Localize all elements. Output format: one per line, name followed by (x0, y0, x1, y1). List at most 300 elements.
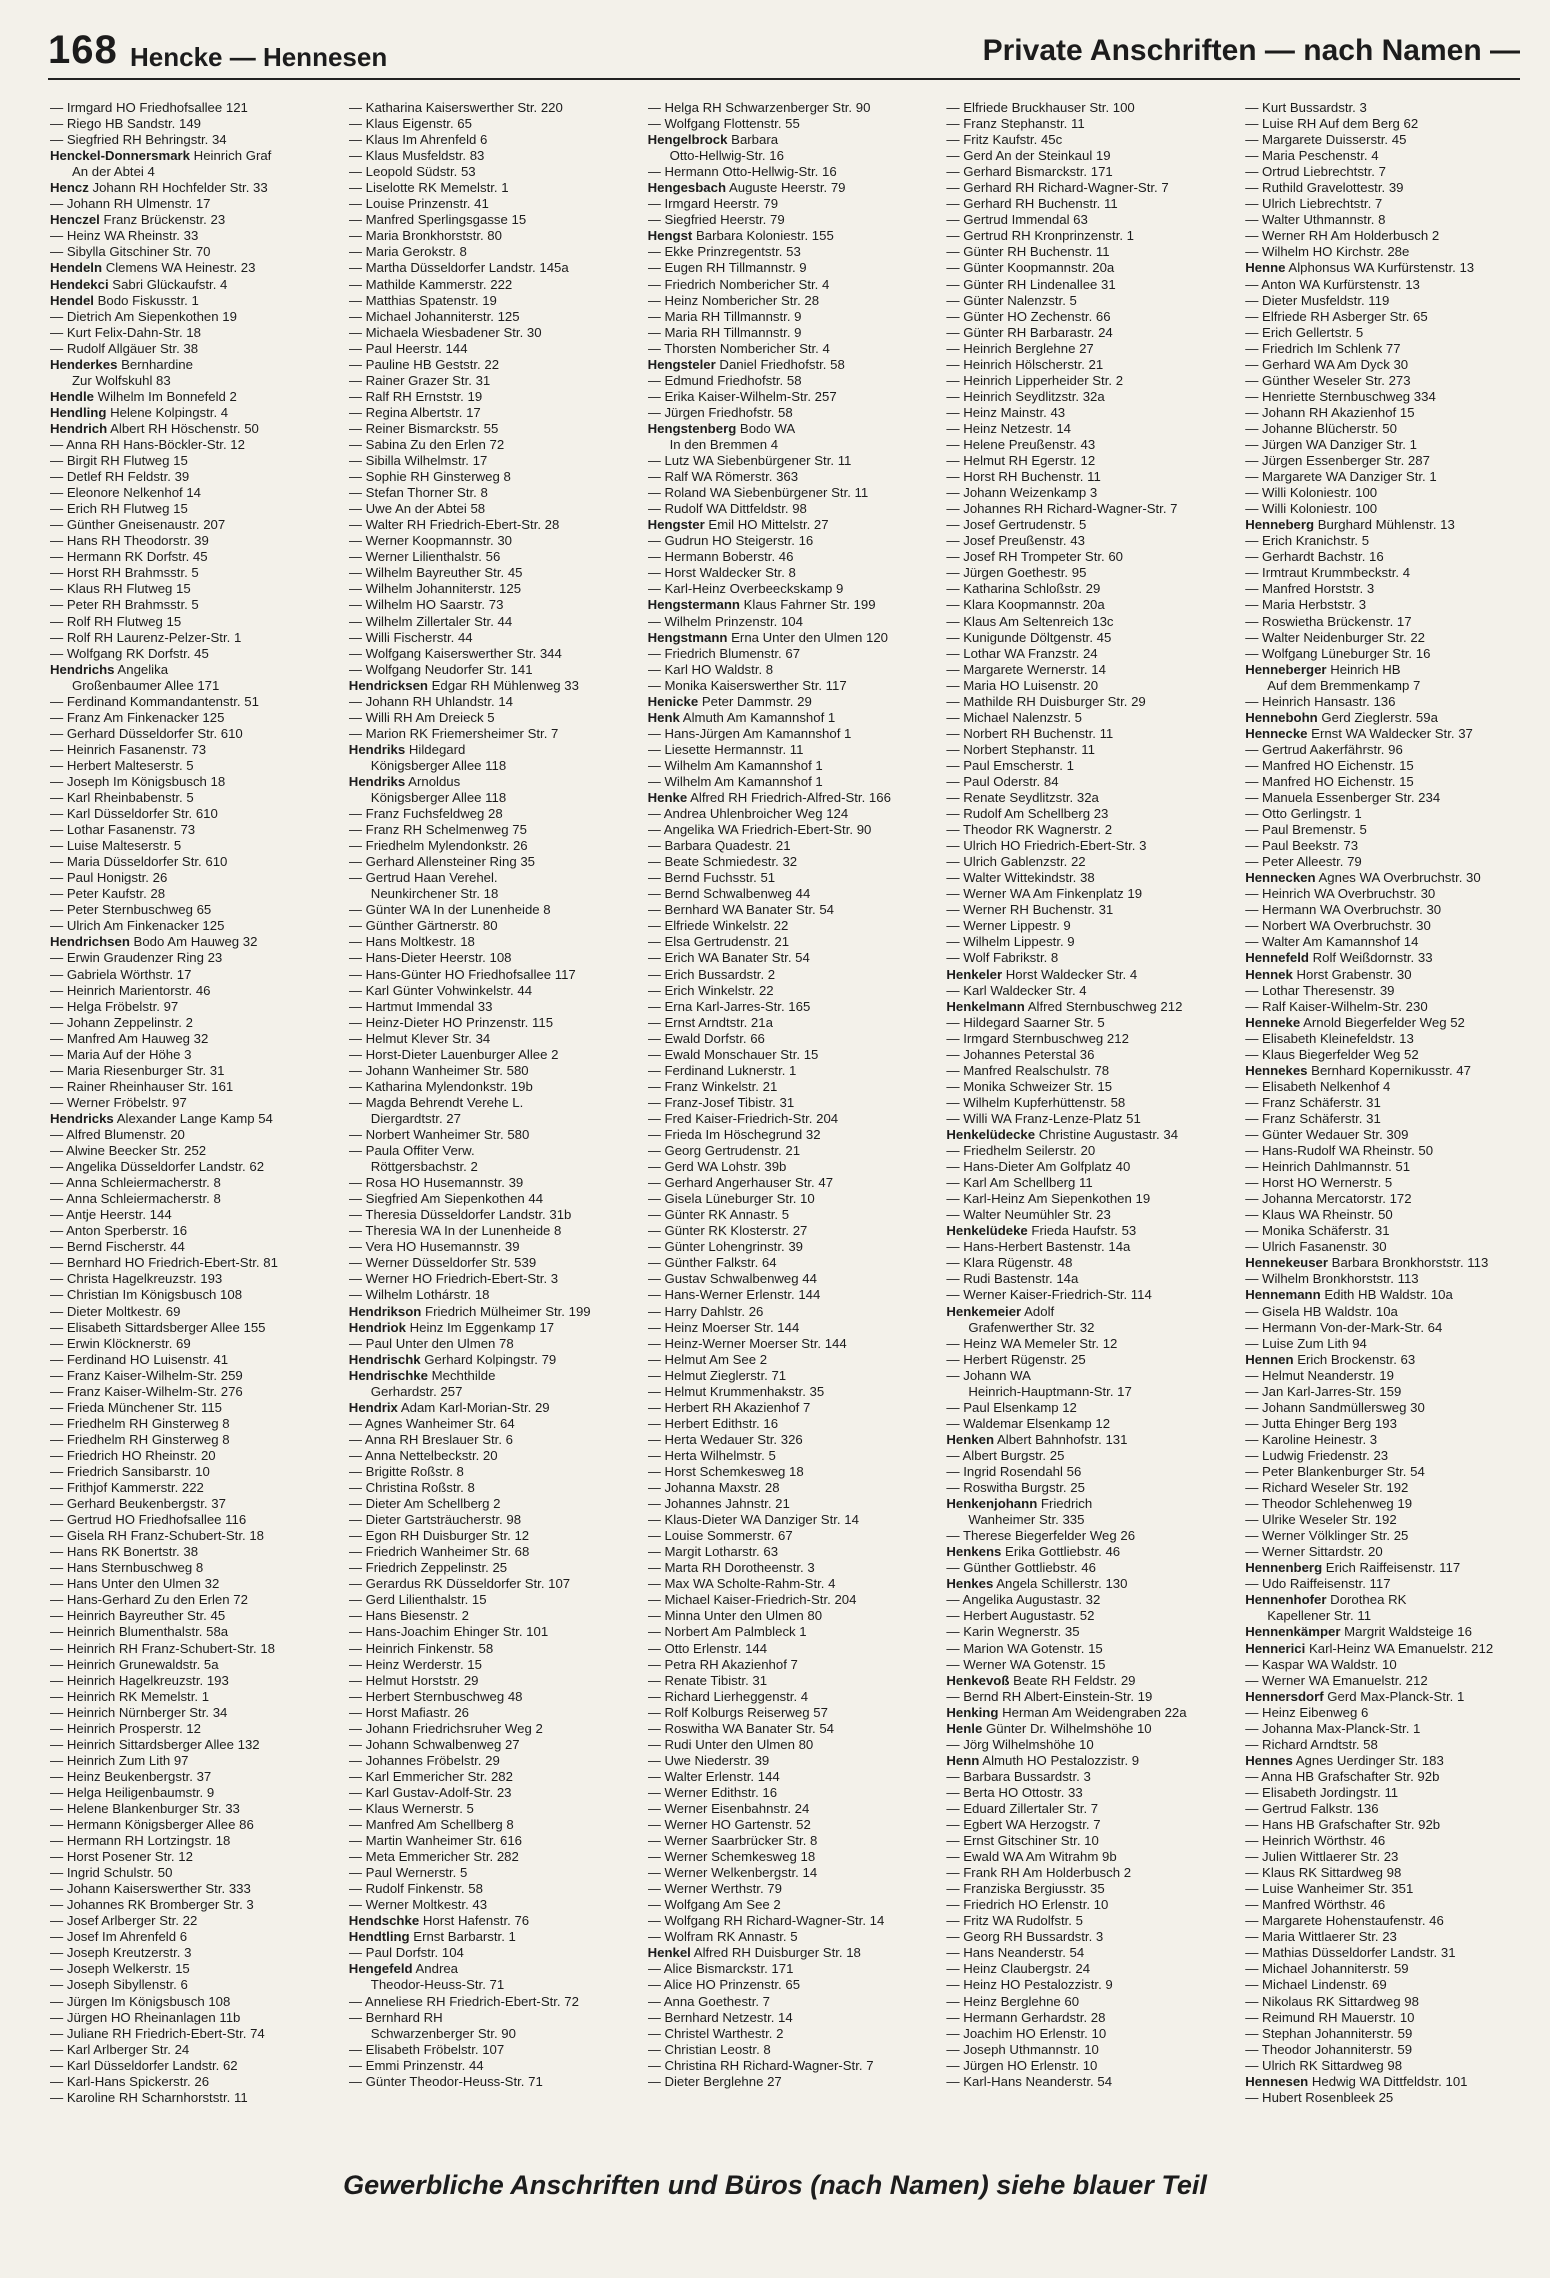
directory-entry: Hengelbrock Barbara (647, 132, 779, 148)
directory-entry: — Heinz Beukenbergstr. 37 (50, 1768, 212, 1784)
directory-entry: Hendriok Heinz Im Eggenkamp 17 (348, 1319, 555, 1335)
directory-entry: Heinrich-Hauptmann-Str. 17 (968, 1383, 1132, 1399)
directory-entry: — Günter Wedauer Str. 309 (1245, 1127, 1409, 1142)
directory-entry: — Heinz Eibenweg 6 (1245, 1704, 1369, 1720)
directory-entry: — Wilhelm Bayreuther Str. 45 (348, 565, 523, 581)
directory-entry: — Werner Völklinger Str. 25 (1245, 1528, 1409, 1544)
directory-entry: Henkevoß Beate RH Feldstr. 29 (946, 1672, 1136, 1688)
directory-entry: — Günter WA In der Lunenheide 8 (348, 902, 551, 918)
directory-entry: Zur Wolfskuhl 83 (72, 372, 171, 388)
directory-entry: Hennecken Agnes WA Overbruchstr. 30 (1245, 870, 1481, 886)
directory-entry: — Manfred HO Eichenstr. 15 (1245, 773, 1414, 789)
directory-entry: — Helga Fröbelstr. 97 (50, 998, 179, 1014)
directory-entry: — Anna Schleiermacherstr. 8 (50, 1175, 221, 1191)
directory-entry: — Karin Wegnerstr. 35 (946, 1624, 1080, 1640)
directory-entry: — Hans-Dieter Am Golfplatz 40 (946, 1159, 1131, 1175)
directory-entry: — Werner Eisenbahnstr. 24 (647, 1800, 810, 1816)
directory-entry: Hennenberg Erich Raiffeisenstr. 117 (1245, 1560, 1461, 1576)
directory-entry: Hengst Barbara Koloniestr. 155 (647, 228, 834, 244)
directory-entry: — Eduard Zillertaler Str. 7 (946, 1800, 1099, 1816)
directory-entry: — Mathilde Kammerstr. 222 (348, 276, 513, 292)
directory-entry: — Elisabeth Fröbelstr. 107 (348, 2041, 505, 2057)
directory-entry: — Wilhelm Prinzenstr. 104 (647, 613, 803, 629)
directory-entry: — Max WA Scholte-Rahm-Str. 4 (647, 1576, 836, 1592)
directory-entry: — Rudolf Am Schellberg 23 (946, 806, 1109, 822)
directory-entry: Henken Albert Bahnhofstr. 131 (946, 1431, 1128, 1447)
directory-entry: — Paul Honigstr. 26 (50, 870, 168, 886)
directory-entry: Hendrichsen Bodo Am Hauweg 32 (50, 934, 258, 950)
directory-entry: — Peter Sternbuschweg 65 (50, 902, 212, 918)
directory-entry: — Frank RH Am Holderbusch 2 (946, 1865, 1132, 1881)
directory-entry: — Franz Fuchsfeldweg 28 (348, 806, 503, 822)
directory-entry: — Egon RH Duisburger Str. 12 (348, 1528, 530, 1544)
directory-entry: — Gerhard Düsseldorfer Str. 610 (50, 725, 243, 741)
directory-entry: — Hans-Herbert Bastenstr. 14a (946, 1239, 1131, 1255)
directory-entry: — Jürgen Friedhofstr. 58 (647, 404, 793, 420)
directory-entry: — Ralf WA Römerstr. 363 (647, 469, 799, 485)
directory-entry: Auf dem Bremmenkamp 7 (1267, 677, 1421, 693)
directory-entry: — Gisela HB Waldstr. 10a (1245, 1303, 1398, 1319)
directory-entry: — Karl Düsseldorfer Landstr. 62 (50, 2057, 238, 2073)
directory-entry: — Maria Düsseldorfer Str. 610 (50, 854, 228, 870)
directory-entry: Hennecke Ernst WA Waldecker Str. 37 (1245, 725, 1473, 741)
directory-entry: — Roswitha Burgstr. 25 (946, 1480, 1085, 1496)
directory-entry: Hennek Horst Grabenstr. 30 (1245, 966, 1412, 982)
directory-entry: — Heinz WA Memeler Str. 12 (946, 1335, 1118, 1351)
directory-entry: Henkes Angela Schillerstr. 130 (946, 1576, 1128, 1592)
directory-entry: — Willi Fischerstr. 44 (348, 629, 473, 645)
directory-entry: Hengefeld Andrea (348, 1961, 459, 1977)
directory-entry: — Elfriede RH Asberger Str. 65 (1245, 308, 1428, 324)
directory-entry: — Reimund RH Mauerstr. 10 (1245, 2009, 1415, 2025)
directory-column-1 (50, 100, 335, 2130)
directory-entry: — Bernhard HO Friedrich-Ebert-Str. 81 (50, 1255, 278, 1271)
directory-entry: Hendricksen Edgar RH Mühlenweg 33 (348, 677, 579, 693)
directory-entry: — Franz-Josef Tibistr. 31 (647, 1094, 795, 1110)
directory-entry: — Bernhard WA Banater Str. 54 (647, 902, 835, 918)
directory-entry: — Karl Düsseldorfer Str. 610 (50, 806, 218, 822)
directory-entry: — Kunigunde Döltgenstr. 45 (946, 629, 1112, 645)
directory-entry: — Ortrud Liebrechtstr. 7 (1245, 164, 1386, 180)
directory-entry: — Kurt Bussardstr. 3 (1245, 100, 1367, 115)
directory-entry: — Marion WA Gotenstr. 15 (946, 1640, 1103, 1656)
directory-entry: — Helmut Zieglerstr. 71 (647, 1367, 787, 1383)
directory-entry: — Werner Koopmannstr. 30 (348, 533, 513, 549)
directory-entry: — Heinrich Sittardsberger Allee 132 (50, 1736, 260, 1752)
directory-entry: — Mathias Düsseldorfer Landstr. 31 (1245, 1945, 1456, 1961)
surname: Henkelüdecke (946, 1127, 1036, 1142)
directory-entry: — Johann RH Akazienhof 15 (1245, 404, 1415, 420)
directory-entry: — Therese Biegerfelder Weg 26 (946, 1528, 1136, 1544)
surname: Henne (1245, 260, 1286, 276)
directory-entry: — Wilhelm Bronkhorststr. 113 (1245, 1271, 1419, 1287)
surname: Henkemeier (946, 1303, 1022, 1319)
directory-entry: — Willi WA Franz-Lenze-Platz 51 (946, 1110, 1141, 1126)
directory-entry: — Johannes RK Bromberger Str. 3 (50, 1897, 254, 1913)
directory-entry: — Dieter Moltkestr. 69 (50, 1303, 181, 1319)
surname: Hennen (1245, 1351, 1294, 1367)
directory-entry: — Franz Winkelstr. 21 (647, 1078, 778, 1094)
surname: Hendriks (348, 773, 406, 789)
surname: Hengesbach (647, 180, 727, 196)
directory-entry: Henle Günter Dr. Wilhelmshöhe 10 (946, 1720, 1152, 1736)
surname: Hennebohn (1245, 709, 1318, 725)
directory-entry: — Walter Neidenburger Str. 22 (1245, 629, 1426, 645)
directory-entry: — Wilhelm HO Kirchstr. 28e (1245, 244, 1410, 260)
directory-entry: — Elisabeth Jordingstr. 11 (1245, 1784, 1399, 1800)
directory-entry: — Friedhelm Seilerstr. 20 (946, 1143, 1096, 1159)
directory-entry: — Erich Kranichstr. 5 (1245, 533, 1370, 549)
directory-entry: Hendriks Arnoldus (348, 773, 461, 789)
directory-entry: Henne Alphonsus WA Kurfürstenstr. 13 (1245, 260, 1475, 276)
directory-entry: — Anna RH Hans-Böckler-Str. 12 (50, 436, 245, 452)
directory-entry: Röttgersbachstr. 2 (370, 1159, 478, 1175)
directory-entry: — Heinrich Seydlitzstr. 32a (946, 388, 1105, 404)
directory-entry: — Barbara Quadestr. 21 (647, 838, 791, 854)
directory-entry: — Klaus RH Flutweg 15 (50, 581, 191, 597)
directory-entry: Henk Almuth Am Kamannshof 1 (647, 709, 836, 725)
directory-entry: — Eugen RH Tillmannstr. 9 (647, 260, 807, 276)
directory-entry: — Angelika Augustastr. 32 (946, 1592, 1101, 1608)
directory-entry: — Gerhard WA Am Dyck 30 (1245, 356, 1409, 372)
directory-entry: — Friedrich Wanheimer Str. 68 (348, 1544, 530, 1560)
directory-entry: — Günter RK Klosterstr. 27 (647, 1223, 808, 1239)
directory-entry: — Manuela Essenberger Str. 234 (1245, 790, 1441, 806)
directory-entry: In den Bremmen 4 (669, 436, 779, 452)
directory-column-3 (648, 100, 933, 2130)
surname: Henke (647, 790, 688, 806)
directory-entry: — Irmtraut Krummbeckstr. 4 (1245, 565, 1411, 581)
directory-entry: — Birgit RH Flutweg 15 (50, 453, 188, 469)
directory-entry: — Margit Lotharstr. 63 (647, 1544, 779, 1560)
directory-entry: — Sibilla Wilhelmstr. 17 (348, 453, 488, 469)
directory-entry: — Alwine Beecker Str. 252 (50, 1143, 207, 1159)
directory-entry: Hennekeuser Barbara Bronkhorststr. 113 (1245, 1255, 1489, 1271)
directory-entry: Henkens Erika Gottliebstr. 46 (946, 1544, 1121, 1560)
surname: Henckel-Donnersmark (50, 148, 190, 164)
directory-entry: — Manfred HO Eichenstr. 15 (1245, 757, 1414, 773)
directory-entry: — Jutta Ehinger Berg 193 (1245, 1415, 1397, 1431)
directory-entry: — Johanna Maxstr. 28 (647, 1480, 780, 1496)
directory-entry: — Friedhelm RH Ginsterweg 8 (50, 1431, 230, 1447)
directory-entry: — Hermann Otto-Hellwig-Str. 16 (647, 164, 837, 180)
directory-entry: — Wolfgang Kaiserswerther Str. 344 (348, 645, 562, 661)
directory-entry: — Werner RH Buchenstr. 31 (946, 902, 1114, 918)
directory-entry: — Erwin Graudenzer Ring 23 (50, 950, 223, 966)
surname: Henking (946, 1704, 999, 1720)
directory-entry: — Paul Wernerstr. 5 (348, 1865, 468, 1881)
surname: Henkeler (946, 966, 1003, 982)
surname: Hennes (1245, 1752, 1293, 1768)
directory-entry: — Johann RH Uhlandstr. 14 (348, 693, 513, 709)
surname: Henneberg (1245, 517, 1315, 533)
directory-entry: — Ruthild Gravelottestr. 39 (1245, 180, 1404, 196)
directory-entry: — Ulrich HO Friedrich-Ebert-Str. 3 (946, 838, 1147, 854)
directory-entry: — Erna Karl-Jarres-Str. 165 (647, 998, 811, 1014)
directory-entry: — Willi Koloniestr. 100 (1245, 501, 1378, 517)
section-title: Private Anschriften — nach Namen — (982, 34, 1520, 67)
surname: Hendricks (50, 1110, 114, 1126)
directory-entry: — Heinz Claubergstr. 24 (946, 1961, 1091, 1977)
directory-entry: Königsberger Allee 118 (370, 757, 507, 773)
directory-entry: — Gerd Lilienthalstr. 15 (348, 1592, 487, 1608)
directory-entry: — Paul Unter den Ulmen 78 (348, 1335, 514, 1351)
directory-entry: — Ralf Kaiser-Wilhelm-Str. 230 (1245, 998, 1428, 1014)
directory-entry: — Johann Kaiserswerther Str. 333 (50, 1881, 251, 1897)
directory-entry: — Maria Auf der Höhe 3 (50, 1046, 192, 1062)
surname: Henk (647, 709, 680, 725)
directory-entry: — Angelika WA Friedrich-Ebert-Str. 90 (647, 822, 872, 838)
directory-entry: — Wolfgang Am See 2 (647, 1897, 781, 1913)
directory-entry: — Joachim HO Erlenstr. 10 (946, 2025, 1107, 2041)
directory-entry: — Maria HO Luisenstr. 20 (946, 677, 1099, 693)
directory-entry: Hengstmann Erna Unter den Ulmen 120 (647, 629, 889, 645)
directory-entry: — Werner Lippestr. 9 (946, 918, 1071, 934)
directory-entry: — Gustav Schwalbenweg 44 (647, 1271, 817, 1287)
directory-entry: — Horst RH Buchenstr. 11 (946, 469, 1101, 485)
directory-entry: — Norbert Stephanstr. 11 (946, 741, 1095, 757)
directory-entry: — Herbert Augustastr. 52 (946, 1608, 1095, 1624)
directory-entry: — Erich Gellertstr. 5 (1245, 324, 1364, 340)
directory-entry: — Irmgard Heerstr. 79 (647, 196, 779, 212)
surname: Henczel (50, 212, 100, 228)
directory-entry: — Helmut Neanderstr. 19 (1245, 1367, 1394, 1383)
directory-entry: Hendekci Sabri Glückaufstr. 4 (50, 276, 228, 292)
directory-entry: — Heinz-Dieter HO Prinzenstr. 115 (348, 1014, 554, 1030)
directory-entry: — Lothar Fasanenstr. 73 (50, 822, 196, 838)
directory-entry: — Wilhelm Lippestr. 9 (946, 934, 1075, 950)
directory-entry: — Agnes Wanheimer Str. 64 (348, 1415, 515, 1431)
directory-entry: — Rolf RH Laurenz-Pelzer-Str. 1 (50, 629, 242, 645)
surname: Hendriks (348, 741, 406, 757)
directory-entry: — Franz RH Schelmenweg 75 (348, 822, 527, 838)
directory-entry: — Günther Gneisenaustr. 207 (50, 517, 226, 533)
directory-entry: — Paul Elsenkamp 12 (946, 1399, 1077, 1415)
directory-entry: — Rudolf Finkenstr. 58 (348, 1881, 483, 1897)
surname: Hendekci (50, 276, 109, 292)
directory-entry: — Eleonore Nelkenhof 14 (50, 485, 202, 501)
directory-entry: — Paul Heerstr. 144 (348, 340, 468, 356)
directory-entry: — Theresia Düsseldorfer Landstr. 31b (348, 1207, 572, 1223)
directory-entry: — Werner Saarbrücker Str. 8 (647, 1833, 818, 1849)
page-header (48, 26, 1520, 80)
directory-entry: — Anneliese RH Friedrich-Ebert-Str. 72 (348, 1993, 579, 2009)
directory-entry: — Waldemar Elsenkamp 12 (946, 1415, 1111, 1431)
directory-entry: — Reiner Bismarckstr. 55 (348, 420, 499, 436)
directory-entry: — Karl Arlberger Str. 24 (50, 2041, 190, 2057)
directory-entry: Henkelüdeke Frieda Haufstr. 53 (946, 1223, 1137, 1239)
directory-entry: — Werner HO Friedrich-Ebert-Str. 3 (348, 1271, 559, 1287)
directory-entry: — Heinrich Lipperheider Str. 2 (946, 372, 1124, 388)
directory-entry: — Günter RH Barbarastr. 24 (946, 324, 1113, 340)
directory-entry: — Helmut Am See 2 (647, 1351, 768, 1367)
directory-entry: — Heinz HO Pestalozzistr. 9 (946, 1977, 1113, 1993)
directory-entry: Großenbaumer Allee 171 (72, 677, 220, 693)
directory-entry: Hendrich Albert RH Höschenstr. 50 (50, 420, 259, 436)
directory-entry: — Joseph Kreutzerstr. 3 (50, 1945, 192, 1961)
directory-entry: — Jörg Wilhelmshöhe 10 (946, 1736, 1094, 1752)
directory-entry: — Bernd Fuchsstr. 51 (647, 870, 776, 886)
directory-entry: — Johann Weizenkamp 3 (946, 485, 1098, 501)
directory-entry: Henkeler Horst Waldecker Str. 4 (946, 966, 1138, 982)
surname: Henkes (946, 1576, 994, 1592)
directory-entry: Schwarzenberger Str. 90 (370, 2025, 516, 2041)
directory-entry: — Albert Burgstr. 25 (946, 1447, 1065, 1463)
directory-entry: — Hermann Gerhardstr. 28 (946, 2009, 1106, 2025)
directory-entry: Hennekes Bernhard Kopernikusstr. 47 (1245, 1062, 1471, 1078)
directory-entry: — Werner Düsseldorfer Str. 539 (348, 1255, 537, 1271)
directory-entry: — Gerhard Bismarckstr. 171 (946, 164, 1113, 180)
directory-entry: — Heinz Werderstr. 15 (348, 1656, 482, 1672)
directory-entry: — Georg Gertrudenstr. 21 (647, 1143, 801, 1159)
directory-entry: An der Abtei 4 (72, 164, 155, 180)
directory-entry: Hennerici Karl-Heinz WA Emanuelstr. 212 (1245, 1640, 1494, 1656)
directory-entry: — Hans-Gerhard Zu den Erlen 72 (50, 1592, 248, 1608)
directory-entry: — Hermann RH Lortzingstr. 18 (50, 1833, 231, 1849)
directory-entry: — Walter Erlenstr. 144 (647, 1768, 780, 1784)
directory-entry: — Friedhelm RH Ginsterweg 8 (50, 1415, 230, 1431)
surname: Hendschke (348, 1913, 420, 1929)
directory-entry: — Marion RK Friemersheimer Str. 7 (348, 725, 559, 741)
directory-entry: — Karl Emmericher Str. 282 (348, 1768, 513, 1784)
directory-entry: Hendel Bodo Fiskusstr. 1 (50, 292, 199, 308)
directory-entry: Hendrikson Friedrich Mülheimer Str. 199 (348, 1303, 591, 1319)
directory-entry: — Margarete Wernerstr. 14 (946, 661, 1106, 677)
directory-entry: — Elisabeth Nelkenhof 4 (1245, 1078, 1391, 1094)
directory-entry: — Hans Neanderstr. 54 (946, 1945, 1085, 1961)
surname: Hengelbrock (647, 132, 728, 148)
surname: Hengstermann (647, 597, 740, 613)
directory-entry: — Katharina Kaiserswerther Str. 220 (348, 100, 563, 115)
directory-entry: Henderkes Bernhardine (50, 356, 193, 372)
directory-entry: — Christian Leostr. 8 (647, 2041, 771, 2057)
directory-entry: — Hans-Dieter Heerstr. 108 (348, 950, 512, 966)
directory-entry: — Heinrich Blumenthalstr. 58a (50, 1624, 229, 1640)
directory-entry: — Heinrich Marientorstr. 46 (50, 982, 211, 998)
directory-entry: — Anton WA Kurfürstenstr. 13 (1245, 276, 1420, 292)
directory-entry: — Manfred Wörthstr. 46 (1245, 1897, 1386, 1913)
directory-entry: — Franz Am Finkenacker 125 (50, 709, 225, 725)
directory-entry: Neunkirchener Str. 18 (370, 886, 499, 902)
directory-columns (50, 100, 1530, 2130)
directory-entry: — Michael Kaiser-Friedrich-Str. 204 (647, 1592, 857, 1608)
directory-entry: — Werner Fröbelstr. 97 (50, 1094, 187, 1110)
directory-entry: — Richard Lierheggenstr. 4 (647, 1688, 809, 1704)
directory-entry: — Matthias Spatenstr. 19 (348, 292, 497, 308)
directory-entry: — Rudolf Allgäuer Str. 38 (50, 340, 199, 356)
directory-entry: — Peter Blankenburger Str. 54 (1245, 1463, 1425, 1479)
directory-entry: — Heinrich Zum Lith 97 (50, 1752, 189, 1768)
directory-entry: Hendle Wilhelm Im Bonnefeld 2 (50, 388, 237, 404)
directory-entry: — Kurt Felix-Dahn-Str. 18 (50, 324, 201, 340)
surname: Henn (946, 1752, 980, 1768)
directory-entry: — Fritz Kaufstr. 45c (946, 132, 1063, 148)
surname: Hennekes (1245, 1062, 1308, 1078)
directory-entry: Hennesen Hedwig WA Dittfeldstr. 101 (1245, 2073, 1468, 2089)
directory-entry: — Thorsten Nombericher Str. 4 (647, 340, 830, 356)
directory-entry: — Frithjof Kammerstr. 222 (50, 1480, 204, 1496)
directory-entry: — Paula Offiter Verw. (348, 1143, 475, 1159)
directory-entry: — Josef RH Trompeter Str. 60 (946, 549, 1124, 565)
directory-entry: — Maria Riesenburger Str. 31 (50, 1062, 225, 1078)
directory-entry: — Irmgard HO Friedhofsallee 121 (50, 100, 248, 115)
directory-entry: — Elfriede Bruckhauser Str. 100 (946, 100, 1135, 115)
surname: Henkel (647, 1945, 691, 1961)
directory-entry: — Emmi Prinzenstr. 44 (348, 2057, 484, 2073)
surname: Hennekeuser (1245, 1255, 1329, 1271)
directory-entry: — Wilhelm Am Kamannshof 1 (647, 773, 823, 789)
surname: Hennefeld (1245, 950, 1309, 966)
directory-entry: — Peter RH Brahmsstr. 5 (50, 597, 199, 613)
directory-entry: — Herbert RH Akazienhof 7 (647, 1399, 811, 1415)
directory-entry: — Karl Waldecker Str. 4 (946, 982, 1087, 998)
directory-entry: — Hans-Joachim Ehinger Str. 101 (348, 1624, 549, 1640)
directory-entry: Hennen Erich Brockenstr. 63 (1245, 1351, 1416, 1367)
surname: Hennenberg (1245, 1560, 1323, 1576)
directory-entry: — Anna HB Grafschafter Str. 92b (1245, 1768, 1440, 1784)
directory-entry: Hendricks Alexander Lange Kamp 54 (50, 1110, 273, 1126)
surname: Hengstmann (647, 629, 728, 645)
directory-entry: — Franz Kaiser-Wilhelm-Str. 259 (50, 1367, 243, 1383)
directory-entry: — Andrea Uhlenbroicher Weg 124 (647, 806, 849, 822)
directory-entry: — Ulrich Liebrechtstr. 7 (1245, 196, 1383, 212)
surname: Hennemann (1245, 1287, 1321, 1303)
directory-entry: — Ingrid Schulstr. 50 (50, 1865, 173, 1881)
directory-entry: — Liesette Hermannstr. 11 (647, 741, 804, 757)
directory-entry: — Klaus-Dieter WA Danziger Str. 14 (647, 1512, 859, 1528)
directory-entry: — Michael Johanniterstr. 59 (1245, 1961, 1409, 1977)
directory-entry: — Werner Werthstr. 79 (647, 1881, 782, 1897)
directory-entry: — Heinrich Dahlmannstr. 51 (1245, 1159, 1411, 1175)
surname: Hendrichsen (50, 934, 130, 950)
surname: Hendricksen (348, 677, 428, 693)
directory-entry: — Martin Wanheimer Str. 616 (348, 1833, 523, 1849)
directory-entry: Hennenkämper Margrit Waldsteige 16 (1245, 1624, 1472, 1640)
directory-entry: — Franz Kaiser-Wilhelm-Str. 276 (50, 1383, 243, 1399)
directory-entry: — Horst Waldecker Str. 8 (647, 565, 796, 581)
directory-entry: — Jürgen HO Rheinanlagen 11b (50, 2009, 241, 2025)
directory-entry: — Hans-Werner Erlenstr. 144 (647, 1287, 821, 1303)
surname: Hengefeld (348, 1961, 413, 1977)
directory-entry: — Dieter Musfeldstr. 119 (1245, 292, 1390, 308)
directory-entry: — Sabina Zu den Erlen 72 (348, 436, 505, 452)
directory-entry: — Heinz WA Rheinstr. 33 (50, 228, 199, 244)
surname: Hendriok (348, 1319, 406, 1335)
surname: Henkelmann (946, 998, 1025, 1014)
directory-entry: — Heinrich Hagelkreuzstr. 193 (50, 1672, 229, 1688)
directory-entry: — Margarete WA Danziger Str. 1 (1245, 469, 1437, 485)
directory-entry: — Ekke Prinzregentstr. 53 (647, 244, 801, 260)
directory-entry: — Joseph Uthmannstr. 10 (946, 2041, 1099, 2057)
directory-entry: — Werner Kaiser-Friedrich-Str. 114 (946, 1287, 1152, 1303)
directory-entry: — Edmund Friedhofstr. 58 (647, 372, 802, 388)
directory-entry: — Wolfgang RK Dorfstr. 45 (50, 645, 209, 661)
directory-entry: — Hans Moltkestr. 18 (348, 934, 475, 950)
directory-entry: — Gerhard Allensteiner Ring 35 (348, 854, 535, 870)
directory-entry: Henneberg Burghard Mühlenstr. 13 (1245, 517, 1455, 533)
directory-entry: — Pauline HB Geststr. 22 (348, 356, 500, 372)
directory-entry: — Wilhelm Zillertaler Str. 44 (348, 613, 513, 629)
directory-entry: — Paul Oderstr. 84 (946, 773, 1059, 789)
directory-entry: — Hans HB Grafschafter Str. 92b (1245, 1817, 1441, 1833)
directory-entry: — Willi RH Am Dreieck 5 (348, 709, 495, 725)
surname: Henderkes (50, 356, 118, 372)
directory-entry: — Friedrich Sansibarstr. 10 (50, 1463, 210, 1479)
directory-entry: — Norbert Am Palmbleck 1 (647, 1624, 807, 1640)
directory-entry: Hendrichs Angelika (50, 661, 169, 677)
directory-entry: — Ernst Arndtstr. 21a (647, 1014, 773, 1030)
directory-entry: — Anna Nettelbeckstr. 20 (348, 1447, 498, 1463)
